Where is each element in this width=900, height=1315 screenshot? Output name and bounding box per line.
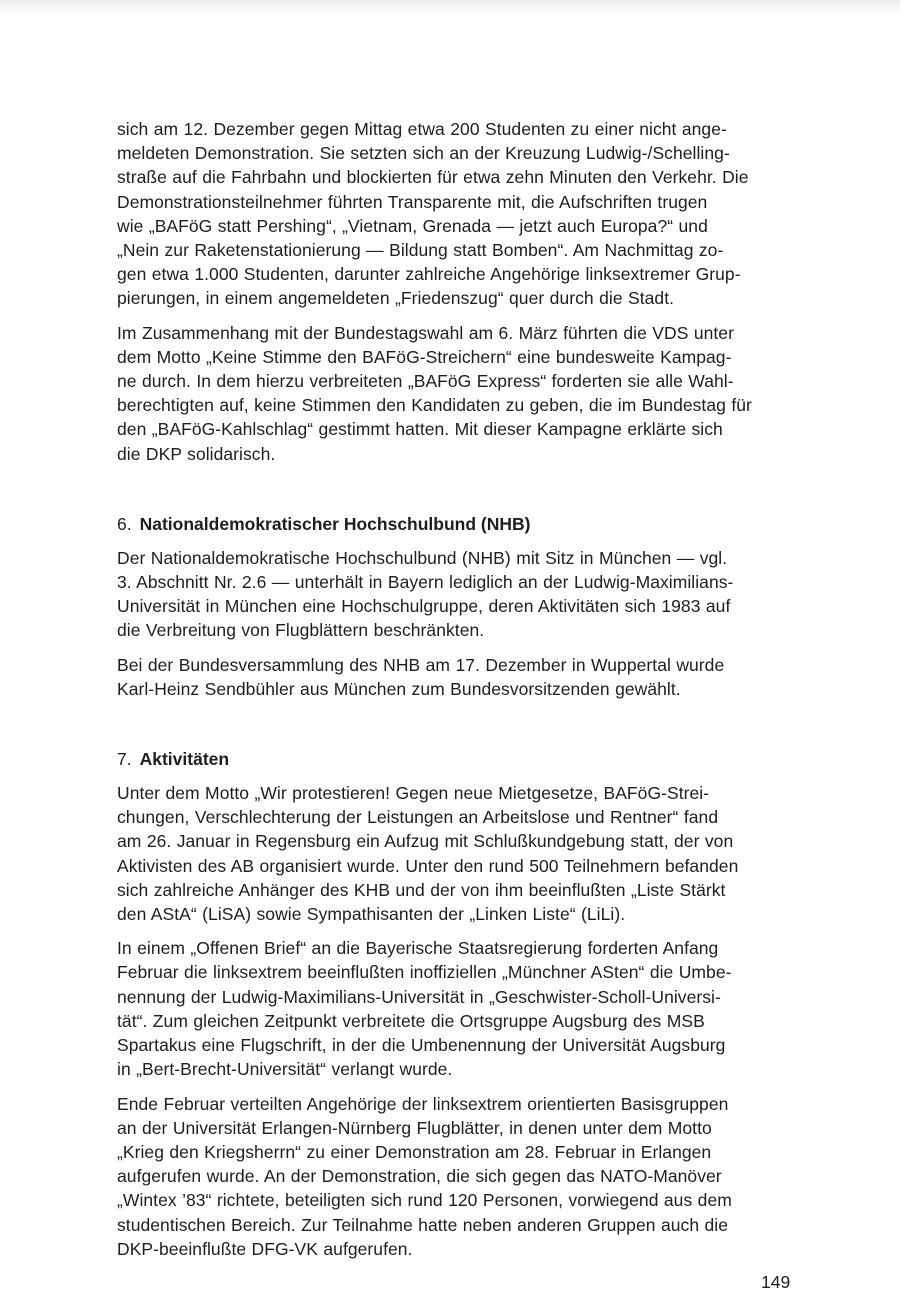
text-line: meldeten Demonstration. Sie setzten sich an der Kreuzung Ludwig-/Schelling- [117,143,730,164]
text-line: studentischen Bereich. Zur Teilnahme hatte neben anderen Gruppen auch die [117,1214,729,1235]
text-line: die DKP solidarisch. [117,443,276,464]
section-heading [117,747,797,771]
text-line: Aktivisten des AB organisiert wurde. Unter den rund 500 Teilnehmern befanden [117,855,739,876]
text-line: Bei der Bundesversammlung des NHB am 17. Dezember in Wuppertal wurde [117,654,725,675]
text-line: 3. Abschnitt Nr. 2.6 — unterhält in Bayern lediglich an der Ludwig-Maximilians- [117,572,734,593]
section-number: 7. [117,749,132,770]
text-line: „Krieg den Kriegsherrn“ zu einer Demonstration am 28. Februar in Erlangen [117,1141,712,1162]
text-line: pierungen, in einem angemeldeten „Friedenszug“ quer durch die Stadt. [117,288,675,309]
text-line: DKP-beeinflußte DFG-VK aufgerufen. [117,1238,413,1259]
text-line: chungen, Verschlechterung der Leistungen an Arbeitslose und Rentner“ fand [117,807,719,828]
text-line: den AStA“ (LiSA) sowie Sympathisanten der „Linken Liste“ (LiLi). [117,904,626,925]
text-line: sich am 12. Dezember gegen Mittag etwa 200 Studenten zu einer nicht ange- [117,119,727,139]
text-line: nennung der Ludwig-Maximilians-Universität in „Geschwister-Scholl-Universi- [117,986,721,1007]
section-title: Aktivitäten [139,749,230,770]
section-number: 6. [117,513,132,534]
section-title: Nationaldemokratischer Hochschulbund (NHB) [139,513,531,534]
text-line: Im Zusammenhang mit der Bundestagswahl am 6. März führten die VDS unter [117,322,734,343]
text-line: Februar die linksextrem beeinflußten inoffiziellen „Münchner ASten“ die Umbe- [117,962,732,983]
paragraph [117,1092,797,1261]
text-line: berechtigten auf, keine Stimmen den Kandidaten zu geben, die im Bundestag für [117,395,752,416]
text-line: Universität in München eine Hochschulgruppe, deren Aktivitäten sich 1983 auf [117,596,731,617]
paragraph [117,546,797,643]
paragraph [117,321,797,466]
text-line: Karl-Heinz Sendbühler aus München zum Bundesvorsitzenden gewählt. [117,678,681,699]
text-line: den „BAFöG-Kahlschlag“ gestimmt hatten. Mit dieser Kampagne erklärte sich [117,419,723,440]
text-line: straße auf die Fahrbahn und blockierten für etwa zehn Minuten den Verkehr. Die [117,167,749,188]
text-line: Unter dem Motto „Wir protestieren! Gegen neue Mietgesetze, BAFöG-Strei- [117,783,710,804]
text-line: In einem „Offenen Brief“ an die Bayerische Staatsregierung forderten Anfang [117,938,719,959]
text-line: aufgerufen wurde. An der Demonstration, die sich gegen das NATO-Manöver [117,1166,722,1187]
paragraph [117,781,797,926]
text-line: Spartakus eine Flugschrift, in der die Umbenennung der Universität Augsburg [117,1035,726,1056]
text-line: wie „BAFöG statt Pershing“, „Vietnam, Grenada — jetzt auch Europa?“ und [117,215,708,236]
document-page [117,117,797,1261]
paragraph [117,653,797,701]
text-line: tät“. Zum gleichen Zeitpunkt verbreitete die Ortsgruppe Augsburg des MSB [117,1010,705,1031]
text-line: gen etwa 1.000 Studenten, darunter zahlreiche Angehörige linksextremer Grup- [117,264,741,285]
section-heading [117,512,797,536]
text-line: dem Motto „Keine Stimme den BAFöG-Streichern“ eine bundesweite Kampag- [117,346,732,367]
text-line: in „Bert-Brecht-Universität“ verlangt wurde. [117,1059,453,1080]
text-line: „Nein zur Raketenstationierung — Bildung statt Bomben“. Am Nachmittag zo- [117,240,724,261]
text-line: Demonstrationsteilnehmer führten Transparente mit, die Aufschriften trugen [117,191,708,212]
paragraph [117,117,797,311]
text-line: an der Universität Erlangen-Nürnberg Flugblätter, in denen unter dem Motto [117,1117,712,1138]
text-line: Der Nationaldemokratische Hochschulbund (NHB) mit Sitz in München — vgl. [117,547,728,568]
text-line: Ende Februar verteilten Angehörige der linksextrem orientierten Basisgruppen [117,1093,729,1114]
page-number: 149 [761,1272,791,1292]
paragraph [117,936,797,1081]
text-line: ne durch. In dem hierzu verbreiteten „BAFöG Express“ forderten sie alle Wahl- [117,371,734,392]
text-line: „Wintex ’83“ richtete, beteiligten sich rund 120 Personen, vorwiegend aus dem [117,1190,732,1211]
text-line: die Verbreitung von Flugblättern beschränkten. [117,620,485,641]
page-top-edge [0,0,900,14]
text-line: am 26. Januar in Regensburg ein Aufzug mit Schlußkundgebung statt, der von [117,831,734,852]
text-line: sich zahlreiche Anhänger des KHB und der von ihm beeinflußten „Liste Stärkt [117,879,726,900]
